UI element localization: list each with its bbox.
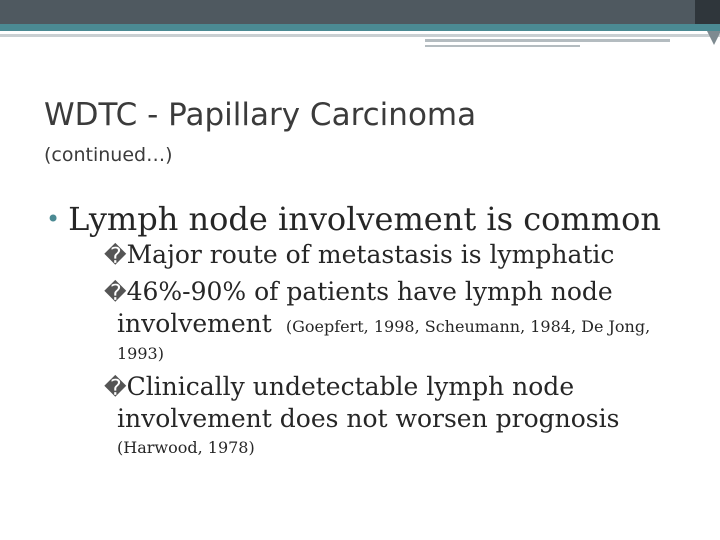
missing-glyph-icon: � bbox=[104, 281, 127, 306]
sub-bullet-3 bbox=[104, 372, 574, 401]
header-rule bbox=[0, 34, 720, 37]
sub-bullet-1 bbox=[104, 240, 614, 269]
sub-bullet-2-continued bbox=[117, 309, 650, 338]
sub-bullet-3-citation: (Harwood, 1978) bbox=[117, 438, 255, 457]
header-triangle-marker bbox=[707, 31, 720, 45]
header-bar bbox=[0, 0, 720, 24]
sub-bullet-3-text: Clinically undetectable lymph node bbox=[126, 372, 575, 401]
sub-bullet-3-continued: involvement does not worsen prognosis bbox=[117, 404, 620, 433]
header-bar-corner bbox=[695, 0, 720, 24]
slide-subtitle: (continued…) bbox=[44, 144, 173, 166]
header-accent-stripe bbox=[0, 24, 720, 31]
bullet-dot-icon: • bbox=[46, 205, 61, 233]
sub-bullet-2-citation-line2: 1993) bbox=[117, 344, 164, 363]
missing-glyph-icon: � bbox=[104, 244, 127, 269]
sub-bullet-2-text: 46%-90% of patients have lymph node bbox=[126, 277, 613, 306]
slide-title: WDTC - Papillary Carcinoma bbox=[44, 97, 477, 133]
main-bullet-text: Lymph node involvement is common bbox=[68, 200, 661, 238]
sub-bullet-2-citation: (Goepfert, 1998, Scheumann, 1984, De Jong, bbox=[285, 317, 651, 336]
missing-glyph-icon: � bbox=[104, 376, 127, 401]
header-rule-shorter bbox=[425, 45, 580, 47]
sub-bullet-1-text: Major route of metastasis is lymphatic bbox=[126, 240, 615, 269]
sub-bullet-2 bbox=[104, 277, 613, 306]
sub-bullet-2-text-line2: involvement bbox=[117, 309, 272, 338]
main-bullet bbox=[46, 200, 661, 238]
header-rule-short bbox=[425, 39, 670, 42]
